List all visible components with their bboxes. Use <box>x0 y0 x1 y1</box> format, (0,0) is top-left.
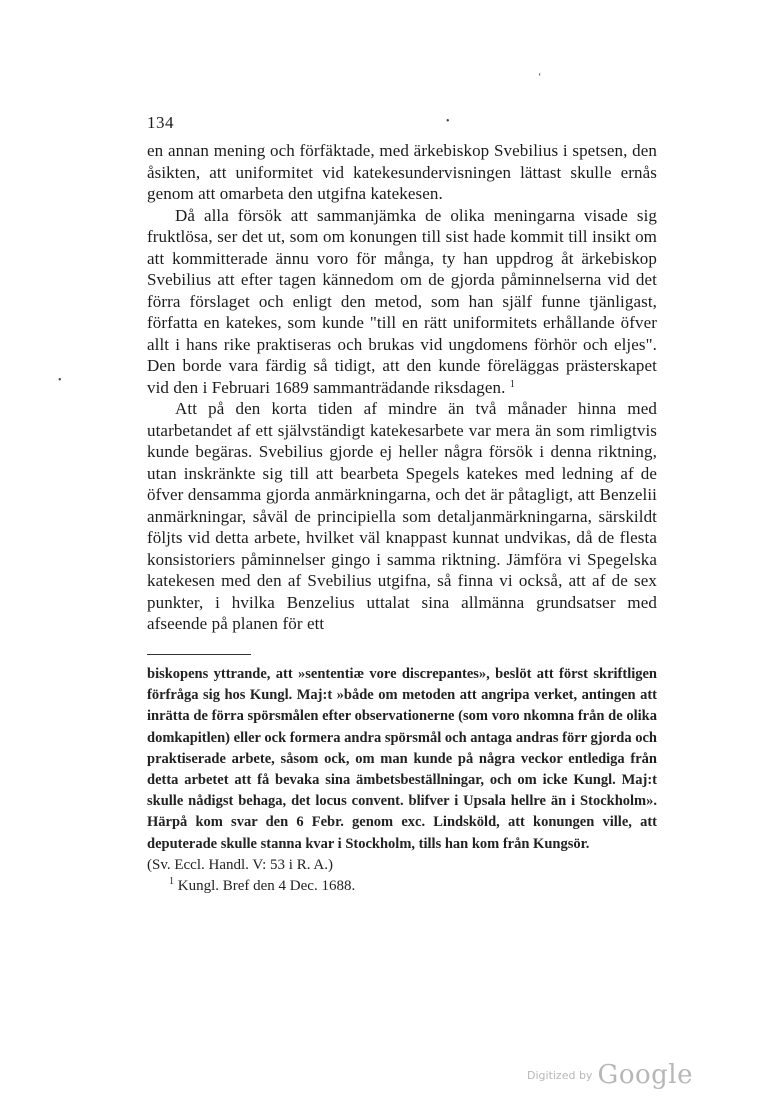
stray-mark-margin: • <box>58 375 62 386</box>
footnote-1-marker: 1 <box>169 876 174 888</box>
paragraph-2 <box>147 205 657 399</box>
google-logo: Google <box>597 1060 693 1090</box>
footnote-1 <box>147 876 657 897</box>
watermark-prefix: Digitized by <box>527 1069 593 1082</box>
footnote-marker: 1 <box>509 378 515 390</box>
stray-mark-top: ʻ <box>538 72 542 83</box>
footnote-1-text: Kungl. Bref den 4 Dec. 1688. <box>177 878 356 895</box>
footnotes <box>147 664 657 897</box>
digitized-watermark <box>527 1060 693 1090</box>
footnote-source: (Sv. Eccl. Handl. V: 53 i R. A.) <box>147 856 333 873</box>
footnote-divider <box>147 654 251 655</box>
stray-mark-center: • <box>446 116 450 127</box>
footnote-continuation: biskopens yttrande, att »sententiæ vore discrepantes», beslöt att först skriftligen förfråga sig hos Kungl. Maj:t »både om metoden att angripa verket, antingen att inrätta de förra spörsmålen efter observationerne (som voro nkomna från de olika domkapitlen) eller ock formera andra spörsmål och antaga andras förr gjorda och praktiserade arbete, såsom ock, om man kunde på några veckor entlediga från detta arbetet att få bevaka sina ämbetsbeställningar, och om icke Kungl. Maj:t skulle nådigst behaga, det locus convent. blifver i Upsala hellre än i Stockholm». Härpå kom svar den 6 Febr. genom exc. Lindsköld, att konungen ville, att deputerade skulle stanna kvar i Stockholm, tills han kom från Kungsör. <box>147 666 657 852</box>
page-number: 134 <box>147 113 174 132</box>
main-text <box>147 140 657 635</box>
paragraph-1: en annan mening och förfäktade, med ärkebiskop Svebilius i spetsen, den åsikten, att uniformitet vid katekesundervisningen lättast skulle ernås genom att omarbeta den utgifna katekesen. <box>147 141 657 203</box>
paragraph-3: Att på den korta tiden af mindre än två månader hinna med utarbetandet af ett självständigt katekesarbete var mera än som rimligtvis kunde begäras. Svebilius gjorde ej heller några försök i denna riktning, utan inskränkte sig till att bearbeta Spegels katekes med ledning af de öfver densamma gjorda anmärkningarna, och det är påtagligt, att Benzelii anmärkningar, såväl de principiella som detaljanmärkningarna, särskildt följts vid detta arbete, hvilket väl knappast kunnat undvikas, då de flesta konsistoriers påminnelser gingo i samma riktning. Jämföra vi Spegelska katekesen med den af Svebilius utgifna, så finna vi också, att af de sex punkter, i hvilka Benzelius uttalat sina allmänna grundsatser med afseende på planen för ett <box>147 399 657 633</box>
paragraph-2-text: Då alla försök att sammanjämka de olika meningarna visade sig fruktlösa, ser det ut, som om konungen till sist hade kommit till insikt om att kommitterade ännu voro för många, ty han uppdrog åt ärkebiskop Svebilius att efter tagen kännedom om de gjorda påminnelserna vid det förra förslaget och enligt den metod, som han själf funne tjänligast, författa en katekes, som kunde "till en rätt uniformitets erhållande öfver allt i hans rike praktiseras och brukas vid ungdomens förhör och eljes". Den borde vara färdig så tidigt, att den kunde föreläggas prästerskapet vid den i Februari 1689 sammanträdande riksdagen. <box>147 205 657 397</box>
